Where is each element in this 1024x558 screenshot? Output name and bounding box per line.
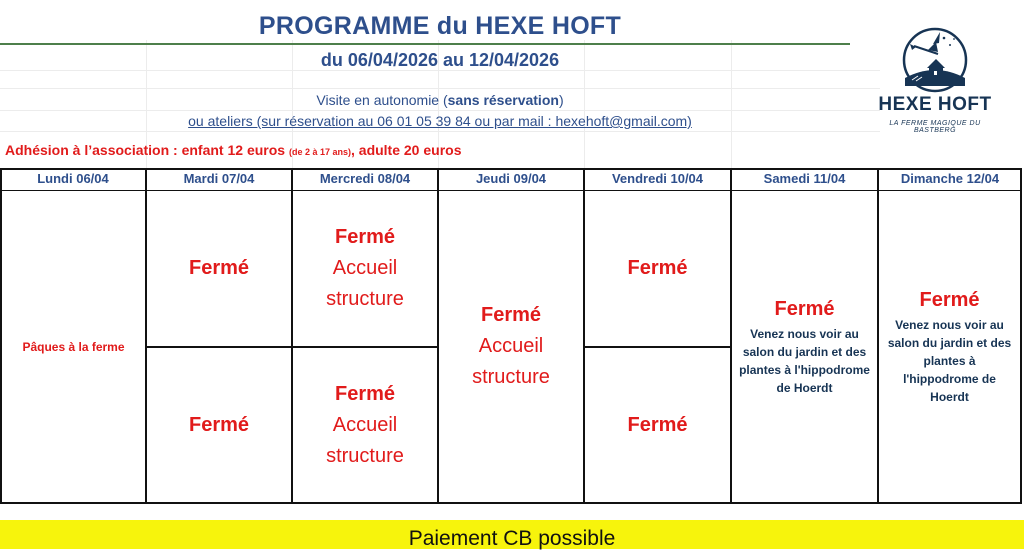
closed-label: Fermé: [480, 304, 542, 326]
wednesday-morning-cell: [293, 191, 437, 346]
payment-banner: Paiement CB possible: [0, 520, 1024, 549]
day-header-monday: Lundi 06/04: [37, 171, 109, 186]
weekly-schedule-table: [0, 168, 1022, 504]
closed-label: Fermé: [188, 257, 250, 279]
page-title: PROGRAMME du HEXE HOFT: [258, 12, 622, 40]
structure-label: structure: [472, 366, 550, 388]
structure-label: Accueil: [332, 413, 398, 436]
friday-afternoon-cell: [585, 348, 730, 502]
table-border-right: [1020, 168, 1022, 504]
ateliers-info[interactable]: ou ateliers (sur réservation au 06 01 05 39 84 ou par mail : hexehoft@gmail.com): [188, 113, 692, 129]
structure-label: Accueil: [478, 335, 544, 357]
sunday-cell: [879, 191, 1020, 502]
salon-info: Venez nous voir au salon du jardin et des plantes à l'hippodrome de Hoerdt: [739, 326, 870, 395]
logo-tagline: LA FERME MAGIQUE DU BASTBERG: [889, 120, 981, 134]
membership-age: (de 2 à 17 ans): [288, 147, 351, 157]
closed-label: Fermé: [627, 257, 688, 279]
hexe-hoft-logo: [876, 24, 994, 136]
day-header-sunday: Dimanche 12/04: [900, 171, 1000, 186]
membership-adult: , adulte 20 euros: [351, 142, 462, 158]
grid-line: [0, 110, 880, 111]
closed-label: Fermé: [919, 288, 980, 311]
witch-farm-icon: [892, 26, 978, 94]
date-range: du 06/04/2026 au 12/04/2026: [320, 50, 560, 70]
closed-label: Fermé: [334, 226, 396, 248]
grid-line: [0, 88, 880, 89]
table-border-top: [0, 168, 1022, 170]
closed-label: Fermé: [334, 382, 396, 405]
grid-line: [0, 131, 880, 132]
closed-label: Fermé: [774, 297, 835, 320]
membership-info: [5, 142, 461, 158]
monday-event: Pâques à la ferme: [22, 339, 125, 354]
table-header-row: [0, 168, 1022, 190]
title-divider: [0, 43, 850, 45]
visit-info: [0, 92, 880, 108]
structure-label: Accueil: [332, 257, 398, 279]
friday-morning-cell: [585, 191, 730, 346]
thursday-cell: [439, 191, 583, 502]
closed-label: Fermé: [188, 413, 250, 436]
tuesday-afternoon-cell: [147, 348, 291, 502]
visit-text: Visite en autonomie (: [316, 92, 448, 108]
tuesday-morning-cell: [147, 191, 291, 346]
day-header-wednesday: Mercredi 08/04: [319, 171, 411, 186]
day-header-friday: Vendredi 10/04: [611, 171, 704, 186]
structure-label: structure: [326, 444, 404, 467]
saturday-cell: [732, 191, 877, 502]
membership-main: Adhésion à l’association : enfant 12 euros: [5, 142, 289, 158]
structure-label: structure: [326, 288, 404, 310]
day-header-saturday: Samedi 11/04: [763, 171, 846, 186]
logo-name: HEXE HOFT: [878, 94, 992, 115]
day-header-thursday: Jeudi 09/04: [475, 171, 547, 186]
visit-close: ): [558, 92, 564, 108]
closed-label: Fermé: [627, 413, 688, 436]
table-border-bottom: [0, 502, 1022, 504]
visit-bold: sans réservation: [447, 92, 559, 108]
salon-info: Venez nous voir au salon du jardin et des plantes à l'hippodrome de Hoerdt: [887, 317, 1012, 404]
day-header-tuesday: Mardi 07/04: [183, 171, 255, 186]
monday-cell: [2, 191, 145, 502]
wednesday-afternoon-cell: [293, 348, 437, 502]
